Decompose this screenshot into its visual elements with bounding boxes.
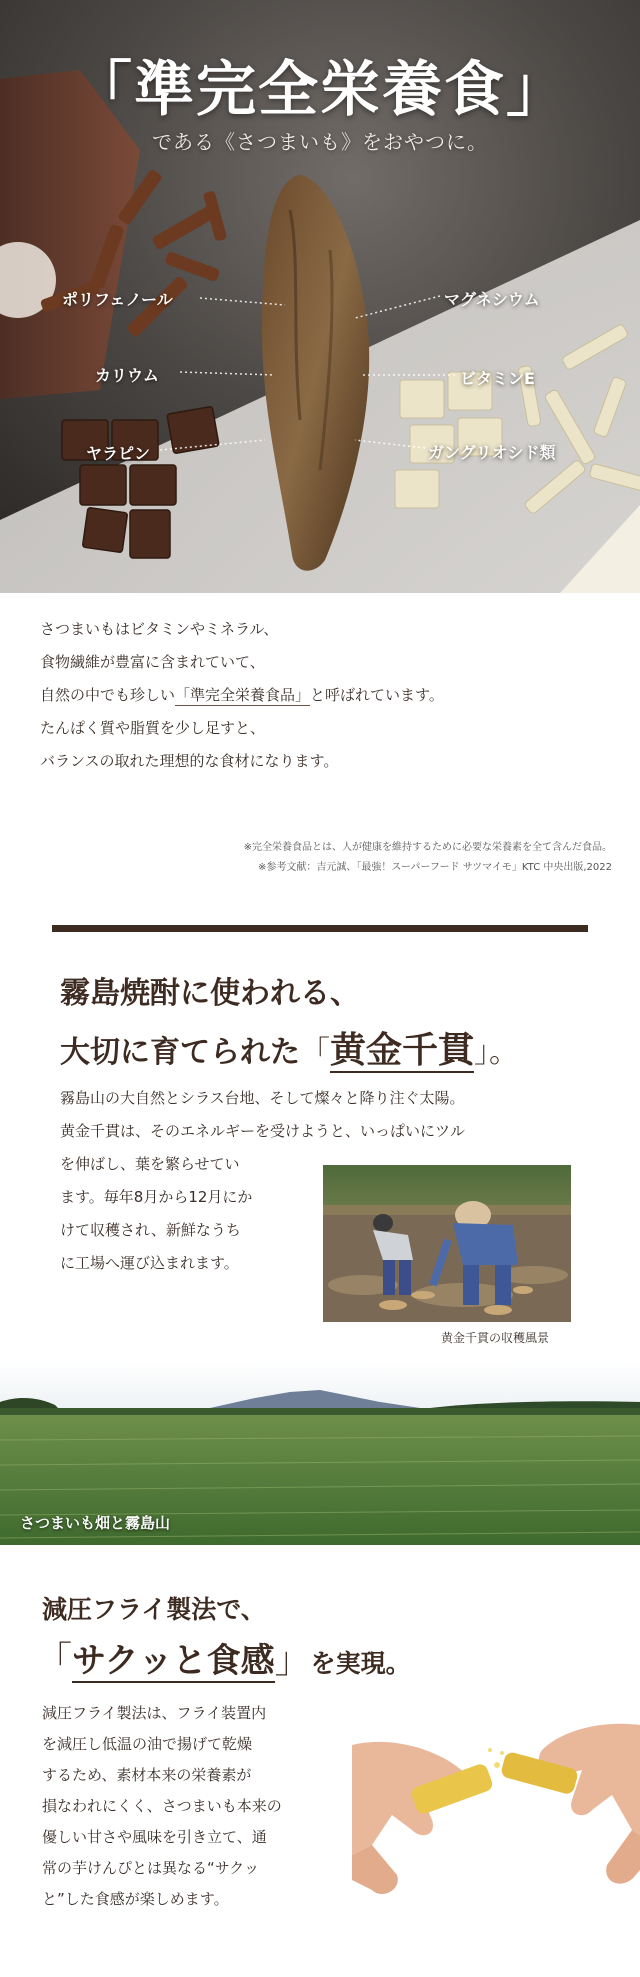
highlight-term: 「準完全栄養食品」 [175, 686, 311, 704]
harvest-photo [323, 1165, 571, 1322]
intro-line: たんぱく質や脂質を少し足すと、 [40, 719, 266, 737]
section2-heading-line1: 霧島焼酎に使われる、 [60, 976, 360, 1011]
section-divider [52, 925, 588, 932]
nutrient-label-ganglioside: ガングリオシド類 [428, 443, 556, 462]
intro-line: 食物繊維が豊富に含まれていて、 [40, 653, 265, 671]
hero-subtitle: である《さつまいも》をおやつに。 [152, 130, 488, 154]
heading-bracket: 「 [36, 1640, 73, 1681]
paragraph-line: に工場へ運び込まれます。 [60, 1254, 239, 1272]
nutrient-label-polyphenol: ポリフェノール [62, 290, 173, 309]
hero-title: 「準完全栄養食」 [72, 55, 568, 125]
paragraph-line: けて収穫され、新鮮なうち [60, 1221, 241, 1239]
heading-segment: 大切に育てられた [60, 1035, 300, 1070]
paragraph-line: 優しい甘さや風味を引き立て、通 [42, 1828, 267, 1846]
paragraph-line: を減圧し低温の油で揚げて乾燥 [42, 1735, 253, 1753]
paragraph-line: ます。毎年8月から12月にか [60, 1188, 253, 1206]
paragraph-line: 減圧フライ製法は、フライ装置内 [42, 1704, 267, 1722]
heading-emphasis: 黄金千貫 [330, 1029, 475, 1071]
intro-text-segment: 自然の中でも珍しい [40, 686, 176, 704]
snack-break-photo [352, 1705, 640, 1920]
heading-emphasis: サクッと食感 [72, 1641, 275, 1681]
paragraph-line: 常の芋けんぴとは異なる“サクッ [42, 1859, 260, 1877]
heading-bracket: 」。 [474, 1035, 520, 1070]
paragraph-line: を伸ばし、葉を繁らせてい [60, 1155, 240, 1173]
nutrient-label-potassium: カリウム [95, 366, 159, 385]
intro-line [40, 679, 600, 712]
footnote: ※参考文献：吉元誠、「最強！スーパーフード サツマイモ」KTC 中央出版,2022 [257, 862, 612, 873]
section3-heading-line2 [36, 1632, 411, 1683]
intro-line: バランスの取れた理想的な食材になります。 [40, 752, 339, 770]
hero-section [0, 0, 640, 593]
heading-segment: を実現。 [310, 1649, 411, 1678]
footnote: ※完全栄養食品とは、人が健康を維持するために必要な栄養素を全て含んだ食品。 [243, 842, 612, 853]
intro-text [40, 613, 600, 778]
paragraph-line: 霧島山の大自然とシラス台地、そして燦々と降り注ぐ太陽。 [60, 1089, 465, 1107]
section3-heading-line1: 減圧フライ製法で、 [42, 1595, 266, 1624]
nutrient-label-magnesium: マグネシウム [444, 290, 540, 309]
paragraph-line: 損なわれにくく、さつまいも本来の [42, 1797, 282, 1815]
field-photo-caption: さつまいも畑と霧島山 [20, 1514, 171, 1532]
section3-paragraph [42, 1698, 282, 1915]
footnotes [244, 838, 612, 878]
nutrient-label-vitamin-e: ビタミンE [460, 369, 535, 388]
heading-bracket: 「 [300, 1035, 330, 1070]
nutrient-label-yarapin: ヤラピン [86, 444, 151, 463]
heading-bracket: 」 [274, 1640, 311, 1681]
section2-heading-line2 [60, 1022, 519, 1073]
intro-line: さつまいもはビタミンやミネラル、 [40, 620, 279, 638]
paragraph-line: と”した食感が楽しめます。 [42, 1890, 229, 1908]
intro-text-segment: と呼ばれています。 [310, 686, 444, 704]
paragraph-line: 黄金千貫は、そのエネルギーを受けようと、いっぱいにツル [60, 1122, 466, 1140]
paragraph-line: するため、素材本来の栄養素が [42, 1766, 252, 1784]
harvest-photo-caption: 黄金千貫の収穫風景 [441, 1331, 550, 1345]
